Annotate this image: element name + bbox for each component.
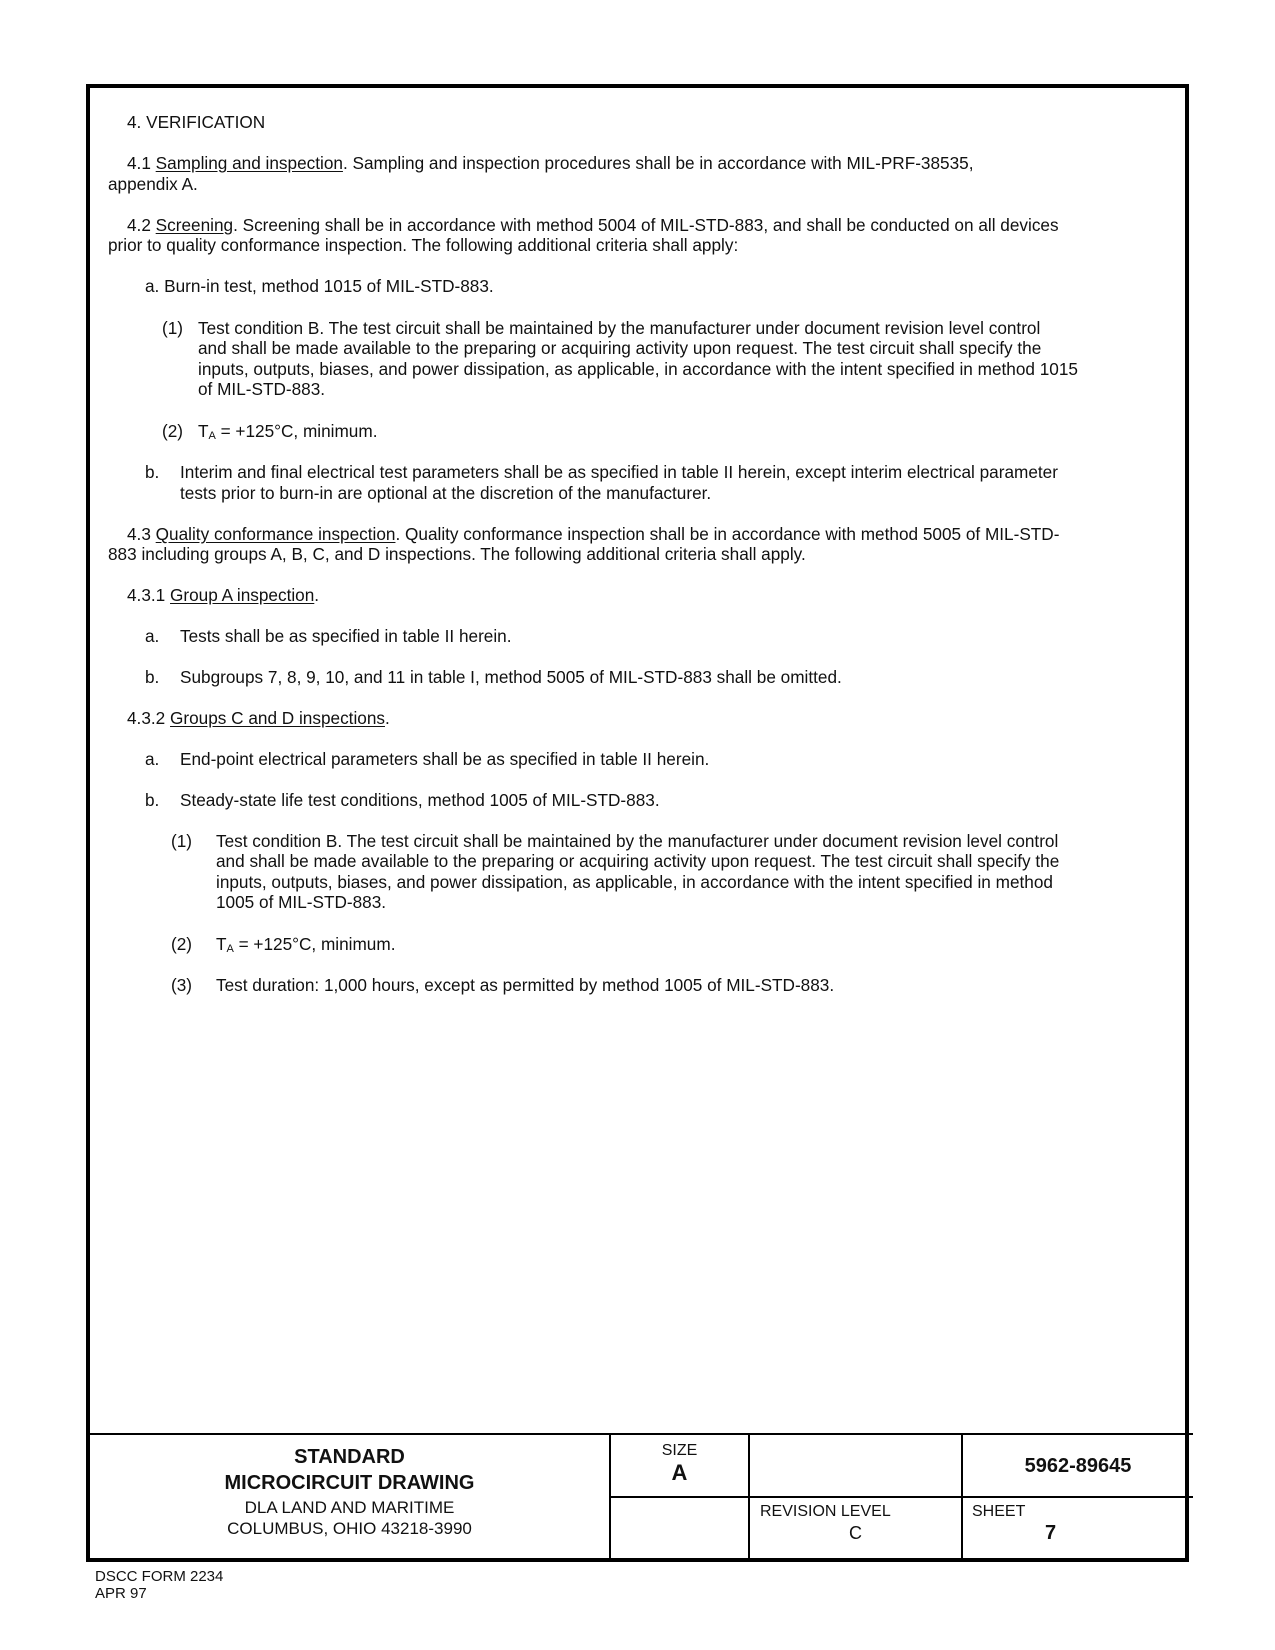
section-4-2-a2-label: (2) <box>162 421 184 441</box>
section-4-1-title: Sampling and inspection <box>155 153 343 173</box>
size-value: A <box>671 1460 688 1485</box>
section-4-3-2-b1-line4: 1005 of MIL-STD-883. <box>216 892 387 912</box>
section-4-2-a1-line1: Test condition B. The test circuit shall be maintained by the manufacturer under document revision level control <box>198 318 1041 338</box>
section-4-3-2-b2: TA = +125°C, minimum. <box>216 934 396 955</box>
section-4-3-2-b1-line1: Test condition B. The test circuit shall be maintained by the manufacturer under document revision level control <box>216 831 1059 851</box>
revision-level-label: REVISION LEVEL <box>760 1503 891 1520</box>
revision-level-value: C <box>849 1523 862 1543</box>
agency-address: COLUMBUS, OHIO 43218-3990 <box>227 1519 472 1538</box>
section-4-3-2-b1-line3: inputs, outputs, biases, and power dissipation, as applicable, in accordance with the intent specified in method <box>216 872 1053 892</box>
section-4-3-1-a: Tests shall be as specified in table II herein. <box>180 626 512 646</box>
document-number: 5962-89645 <box>1024 1455 1132 1477</box>
section-4-3-line1: 4.3 Quality conformance inspection. Quality conformance inspection shall be in accordance with method 5005 of MIL-STD- <box>127 524 1060 544</box>
section-4-2-b-line2: tests prior to burn-in are optional at the discretion of the manufacturer. <box>180 483 712 503</box>
sheet-number: 7 <box>1045 1522 1057 1544</box>
section-4-2-line2: prior to quality conformance inspection. The following additional criteria shall apply: <box>108 235 739 255</box>
section-4-3-2-b3-label: (3) <box>171 975 193 995</box>
form-date: APR 97 <box>95 1585 147 1602</box>
section-4-3-2-b3: Test duration: 1,000 hours, except as permitted by method 1005 of MIL-STD-883. <box>216 975 835 995</box>
section-4-3-2-b1-line2: and shall be made available to the preparing or acquiring activity upon request. The test circuit shall specify the <box>216 851 1060 871</box>
section-4-2-a2: TA = +125°C, minimum. <box>198 421 378 442</box>
section-4-2-line1: 4.2 Screening. Screening shall be in accordance with method 5004 of MIL-STD-883, and shall be conducted on all devices <box>127 215 1059 235</box>
section-4-3-2-a-label: a. <box>145 749 160 769</box>
title-standard: STANDARD <box>294 1446 405 1468</box>
section-4-3-2-a: End-point electrical parameters shall be as specified in table II herein. <box>180 749 710 769</box>
section-4-2-a1-line3: inputs, outputs, biases, and power dissipation, as applicable, in accordance with the intent specified in method 1015 <box>198 359 1078 379</box>
section-4-1-line1: 4.1 Sampling and inspection. Sampling and inspection procedures shall be in accordance with MIL-PRF-38535, <box>127 153 974 173</box>
title-block <box>90 1433 1193 1560</box>
section-4-3-2-title: Groups C and D inspections <box>170 708 385 728</box>
section-4-3-1-b-label: b. <box>145 667 160 687</box>
section-4-1-line2: appendix A. <box>108 174 198 194</box>
section-4-3-2-b2-label: (2) <box>171 934 193 954</box>
section-4-3-1-heading: 4.3.1 Group A inspection. <box>127 585 320 605</box>
section-4-3-title: Quality conformance inspection <box>155 524 396 544</box>
sheet-label: SHEET <box>972 1503 1026 1520</box>
section-4-3-1-title: Group A inspection <box>170 585 315 605</box>
section-4-3-line2: 883 including groups A, B, C, and D inspections. The following additional criteria shall apply. <box>108 544 806 564</box>
page-frame <box>86 84 1189 1562</box>
section-4-2-b-line1: Interim and final electrical test parameters shall be as specified in table II herein, except interim electrical parameter <box>180 462 1058 482</box>
divider <box>609 1496 1193 1498</box>
section-4-3-1-a-label: a. <box>145 626 160 646</box>
form-number: DSCC FORM 2234 <box>95 1568 224 1585</box>
section-4-2-b-label: b. <box>145 462 160 482</box>
section-4-2-title: Screening <box>155 215 234 235</box>
section-4-3-2-b1-label: (1) <box>171 831 193 851</box>
section-4-2-a1-line4: of MIL-STD-883. <box>198 379 326 399</box>
section-4-2-a1-label: (1) <box>162 318 184 338</box>
size-label: SIZE <box>661 1442 698 1459</box>
section-4-heading: 4. VERIFICATION <box>127 112 266 132</box>
form-reference <box>95 1568 223 1602</box>
section-4-2-a1-line2: and shall be made available to the preparing or acquiring activity upon request. The test circuit shall specify the <box>198 338 1042 358</box>
section-4-3-2-b-label: b. <box>145 790 160 810</box>
section-4-3-2-heading: 4.3.2 Groups C and D inspections. <box>127 708 390 728</box>
title-microcircuit-drawing: MICROCIRCUIT DRAWING <box>224 1472 475 1494</box>
agency-name: DLA LAND AND MARITIME <box>244 1498 455 1517</box>
section-4-3-1-b: Subgroups 7, 8, 9, 10, and 11 in table I, method 5005 of MIL-STD-883 shall be omitted. <box>180 667 842 687</box>
section-4-2-a: a. Burn-in test, method 1015 of MIL-STD-883. <box>145 276 494 296</box>
section-4-3-2-b: Steady-state life test conditions, method 1005 of MIL-STD-883. <box>180 790 660 810</box>
